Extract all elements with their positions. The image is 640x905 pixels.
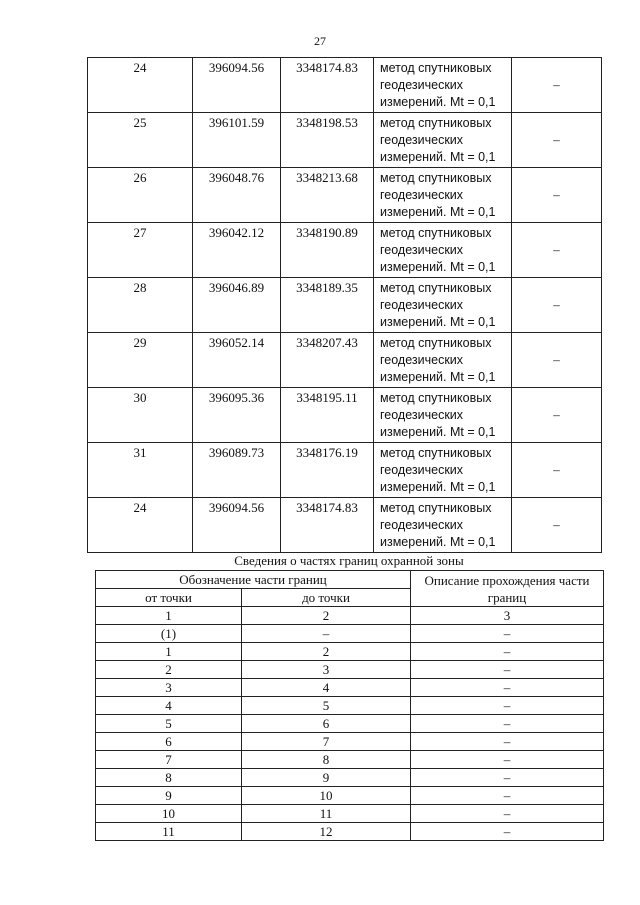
from-point-cell: 6 <box>96 733 242 751</box>
coordinates-row <box>88 388 602 443</box>
from-point-cell: 1 <box>96 643 242 661</box>
boundary-part-row <box>96 805 604 823</box>
note-cell: – <box>512 333 602 388</box>
header-from-point: от точки <box>96 589 242 607</box>
to-point-cell: 10 <box>242 787 411 805</box>
method-cell: метод спутниковых геодезических измерений. Mt = 0,1 <box>374 58 512 113</box>
description-cell: – <box>411 751 604 769</box>
note-cell: – <box>512 113 602 168</box>
from-point-cell: 4 <box>96 697 242 715</box>
to-point-cell: 5 <box>242 697 411 715</box>
to-point-cell: 7 <box>242 733 411 751</box>
index-cell-to: 2 <box>242 607 411 625</box>
description-cell: – <box>411 697 604 715</box>
coordinates-row <box>88 58 602 113</box>
point-number-cell: 26 <box>88 168 193 223</box>
index-cell-desc: 3 <box>411 607 604 625</box>
method-cell: метод спутниковых геодезических измерений. Mt = 0,1 <box>374 498 512 553</box>
coordinates-row <box>88 278 602 333</box>
x-coordinate-cell: 396046.89 <box>193 278 281 333</box>
method-cell: метод спутниковых геодезических измерений. Mt = 0,1 <box>374 223 512 278</box>
boundary-part-row <box>96 769 604 787</box>
coordinates-row <box>88 168 602 223</box>
from-point-cell: 5 <box>96 715 242 733</box>
note-cell: – <box>512 168 602 223</box>
boundary-part-row <box>96 733 604 751</box>
boundary-part-row <box>96 661 604 679</box>
x-coordinate-cell: 396089.73 <box>193 443 281 498</box>
coordinates-row <box>88 498 602 553</box>
header-description: Описание прохождения части границ <box>411 571 604 607</box>
to-point-cell: 3 <box>242 661 411 679</box>
description-cell: – <box>411 643 604 661</box>
x-coordinate-cell: 396101.59 <box>193 113 281 168</box>
description-cell: – <box>411 679 604 697</box>
y-coordinate-cell: 3348195.11 <box>281 388 374 443</box>
coordinates-table <box>87 57 602 553</box>
to-point-cell: 11 <box>242 805 411 823</box>
to-point-cell: 6 <box>242 715 411 733</box>
y-coordinate-cell: 3348174.83 <box>281 58 374 113</box>
description-cell: – <box>411 715 604 733</box>
note-cell: – <box>512 278 602 333</box>
boundary-part-row <box>96 643 604 661</box>
y-coordinate-cell: 3348198.53 <box>281 113 374 168</box>
point-number-cell: 24 <box>88 498 193 553</box>
boundary-part-row <box>96 697 604 715</box>
y-coordinate-cell: 3348174.83 <box>281 498 374 553</box>
from-point-cell: 8 <box>96 769 242 787</box>
from-point-cell: 2 <box>96 661 242 679</box>
section-title: Сведения о частях границ охранной зоны <box>234 553 464 568</box>
to-point-cell: – <box>242 625 411 643</box>
note-cell: – <box>512 223 602 278</box>
x-coordinate-cell: 396048.76 <box>193 168 281 223</box>
header-to-point: до точки <box>242 589 411 607</box>
boundary-parts-table <box>95 570 604 841</box>
boundary-part-row <box>96 751 604 769</box>
y-coordinate-cell: 3348189.35 <box>281 278 374 333</box>
boundary-part-row <box>96 787 604 805</box>
x-coordinate-cell: 396052.14 <box>193 333 281 388</box>
coordinates-row <box>88 443 602 498</box>
y-coordinate-cell: 3348176.19 <box>281 443 374 498</box>
to-point-cell: 2 <box>242 643 411 661</box>
note-cell: – <box>512 58 602 113</box>
x-coordinate-cell: 396094.56 <box>193 498 281 553</box>
note-cell: – <box>512 443 602 498</box>
note-cell: – <box>512 388 602 443</box>
method-cell: метод спутниковых геодезических измерений. Mt = 0,1 <box>374 113 512 168</box>
header-boundary-designation: Обозначение части границ <box>96 571 411 589</box>
x-coordinate-cell: 396042.12 <box>193 223 281 278</box>
from-point-cell: 9 <box>96 787 242 805</box>
method-cell: метод спутниковых геодезических измерений. Mt = 0,1 <box>374 278 512 333</box>
point-number-cell: 30 <box>88 388 193 443</box>
page-number: 27 <box>314 34 326 48</box>
method-cell: метод спутниковых геодезических измерений. Mt = 0,1 <box>374 333 512 388</box>
y-coordinate-cell: 3348213.68 <box>281 168 374 223</box>
from-point-cell: 3 <box>96 679 242 697</box>
method-cell: метод спутниковых геодезических измерений. Mt = 0,1 <box>374 443 512 498</box>
x-coordinate-cell: 396094.56 <box>193 58 281 113</box>
method-cell: метод спутниковых геодезических измерений. Mt = 0,1 <box>374 388 512 443</box>
to-point-cell: 8 <box>242 751 411 769</box>
index-cell-from: 1 <box>96 607 242 625</box>
point-number-cell: 24 <box>88 58 193 113</box>
note-cell: – <box>512 498 602 553</box>
coordinates-row <box>88 333 602 388</box>
method-cell: метод спутниковых геодезических измерений. Mt = 0,1 <box>374 168 512 223</box>
coordinates-row <box>88 113 602 168</box>
from-point-cell: 7 <box>96 751 242 769</box>
point-number-cell: 25 <box>88 113 193 168</box>
y-coordinate-cell: 3348190.89 <box>281 223 374 278</box>
y-coordinate-cell: 3348207.43 <box>281 333 374 388</box>
point-number-cell: 27 <box>88 223 193 278</box>
point-number-cell: 29 <box>88 333 193 388</box>
from-point-cell: (1) <box>96 625 242 643</box>
point-number-cell: 28 <box>88 278 193 333</box>
point-number-cell: 31 <box>88 443 193 498</box>
description-cell: – <box>411 625 604 643</box>
boundary-part-row <box>96 625 604 643</box>
from-point-cell: 10 <box>96 805 242 823</box>
from-point-cell: 11 <box>96 823 242 841</box>
description-cell: – <box>411 661 604 679</box>
boundary-part-row <box>96 823 604 841</box>
x-coordinate-cell: 396095.36 <box>193 388 281 443</box>
coordinates-row <box>88 223 602 278</box>
boundary-part-row <box>96 715 604 733</box>
description-cell: – <box>411 805 604 823</box>
description-cell: – <box>411 769 604 787</box>
description-cell: – <box>411 787 604 805</box>
boundary-part-row <box>96 679 604 697</box>
to-point-cell: 12 <box>242 823 411 841</box>
to-point-cell: 4 <box>242 679 411 697</box>
description-cell: – <box>411 733 604 751</box>
to-point-cell: 9 <box>242 769 411 787</box>
description-cell: – <box>411 823 604 841</box>
